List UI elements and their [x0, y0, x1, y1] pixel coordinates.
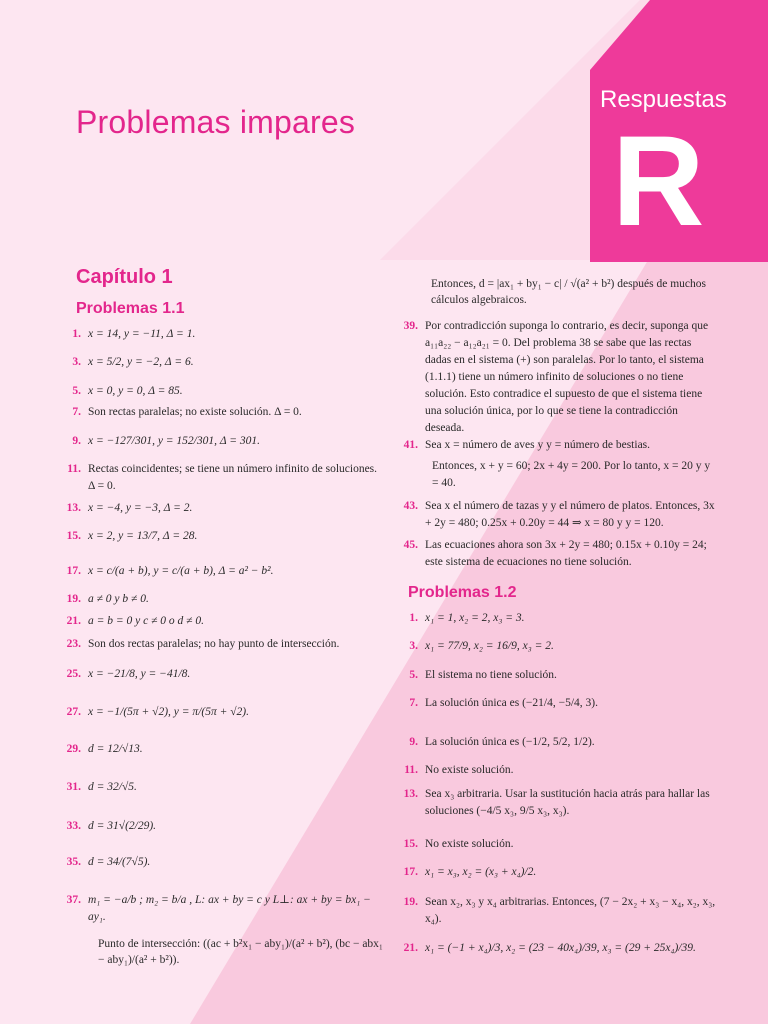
- answer-item: 27. x = −1/(5π + √2), y = π/(5π + √2).: [66, 706, 249, 718]
- chapter-heading: Capítulo 1: [76, 266, 173, 288]
- answer-item: 5. x = 0, y = 0, Δ = 85.: [72, 385, 183, 397]
- answer-item: 7. La solución única es (−21/4, −5/4, 3).: [409, 697, 598, 709]
- answer-item: 1. x₁ = 1, x₂ = 2, x₃ = 3.: [409, 612, 525, 624]
- answer-item: 15. No existe solución.: [403, 838, 514, 850]
- answer-item: 33. d = 31√(2/29).: [66, 820, 157, 832]
- answer-item: 21. x₁ = (−1 + x₄)/3, x₂ = (23 − 40x₄)/39, x₃ = (29 + 25x₄)/39.: [403, 942, 696, 954]
- answer-item: 5. El sistema no tiene solución.: [409, 669, 557, 681]
- answer-item: 31. d = 32/√5.: [66, 781, 137, 793]
- answer-item: 9. La solución única es (−1/2, 5/2, 1/2).: [409, 736, 595, 748]
- answer-item: 23. Son dos rectas paralelas; no hay punto de intersección.: [66, 638, 340, 650]
- answer-item: 11. Rectas coincidentes; se tiene un número infinito de soluciones. Δ = 0.: [67, 463, 378, 492]
- answer-item: 43. Sea x el número de tazas y y el número de platos. Entonces, 3x + 2y = 480; 0.25x + 0.20y = 44 ⇒ x = 80 y y = 120.: [403, 500, 715, 529]
- section-heading-1-2: Problemas 1.2: [408, 584, 517, 601]
- answer-item: 41. Sea x = número de aves y y = número de bestias.: [403, 439, 651, 451]
- answer-item: 17. x = c/(a + b), y = c/(a + b), Δ = a² − b².: [66, 565, 274, 577]
- answer-item: 37. m₁ = −a/b ; m₂ = b/a , L: ax + by = c y L⊥: ax + by = bx₁ − ay₁.: [66, 894, 371, 923]
- answer-item: 13. Sea x₃ arbitraria. Usar la sustitución hacia atrás para hallar las soluciones (−4/5 x₃, 9/5 x₃, x₃).: [403, 788, 710, 817]
- answer-item: 15. x = 2, y = 13/7, Δ = 28.: [66, 530, 198, 542]
- answer-item: 17. x₁ = x₃, x₂ = (x₃ + x₄)/2.: [403, 866, 537, 878]
- answer-item: 11. No existe solución.: [404, 764, 514, 776]
- answer-item: 45. Las ecuaciones ahora son 3x + 2y = 480; 0.15x + 0.10y = 24; este sistema de ecuaciones no tiene solución.: [403, 539, 707, 568]
- page-title: Problemas impares: [76, 104, 356, 140]
- section-tab-letter: R: [612, 110, 705, 253]
- section-heading-1-1: Problemas 1.1: [76, 300, 185, 317]
- answer-item: 3. x₁ = 77/9, x₂ = 16/9, x₃ = 2.: [409, 640, 554, 652]
- answer-item: 21. a = b = 0 y c ≠ 0 o d ≠ 0.: [66, 615, 204, 627]
- answer-item: 25. x = −21/8, y = −41/8.: [66, 668, 191, 680]
- answer-item: 1. x = 14, y = −11, Δ = 1.: [72, 328, 196, 340]
- answer-item: 13. x = −4, y = −3, Δ = 2.: [66, 502, 193, 514]
- answer-item: 35. d = 34/(7√5).: [66, 856, 151, 868]
- intersection-point-text: Punto de intersección: ((ac + b²x₁ − aby₁)/(a² + b²), (bc − abx₁ − aby₁)/(a² + b²)).: [98, 938, 383, 966]
- answer-41-continuation: Entonces, x + y = 60; 2x + 4y = 200. Por lo tanto, x = 20 y y = 40.: [432, 460, 711, 489]
- answer-item: 39. Por contradicción suponga lo contrario, es decir, suponga que a₁₁a₂₂ − a₁₂a₂₁ = 0. Del problema 38 se sabe que las rectas dadas en el sistema (+) son paralelas. Por lo tanto, el sistema (1.1.1) tiene un número infinito de soluciones o no tiene solución. Esto contradice el supuesto de que el sistema tiene una solución única, por lo que se tiene la contradicción deseada.: [403, 320, 709, 434]
- answer-item: 9. x = −127/301, y = 152/301, Δ = 301.: [72, 435, 261, 447]
- answer-item: 7. Son rectas paralelas; no existe solución. Δ = 0.: [72, 406, 302, 418]
- answer-item: 19. Sean x₂, x₃ y x₄ arbitrarias. Entonces, (7 − 2x₂ + x₃ − x₄, x₂, x₃, x₄).: [403, 896, 716, 925]
- distance-formula-text: Entonces, d = |ax₁ + by₁ − c| / √(a² + b²) después de muchos cálculos algebraicos.: [431, 278, 707, 306]
- answer-item: 29. d = 12/√13.: [66, 743, 143, 755]
- section-tab-label: Respuestas: [600, 86, 727, 113]
- answer-item: 3. x = 5/2, y = −2, Δ = 6.: [72, 356, 194, 368]
- answer-item: 19. a ≠ 0 y b ≠ 0.: [66, 593, 149, 605]
